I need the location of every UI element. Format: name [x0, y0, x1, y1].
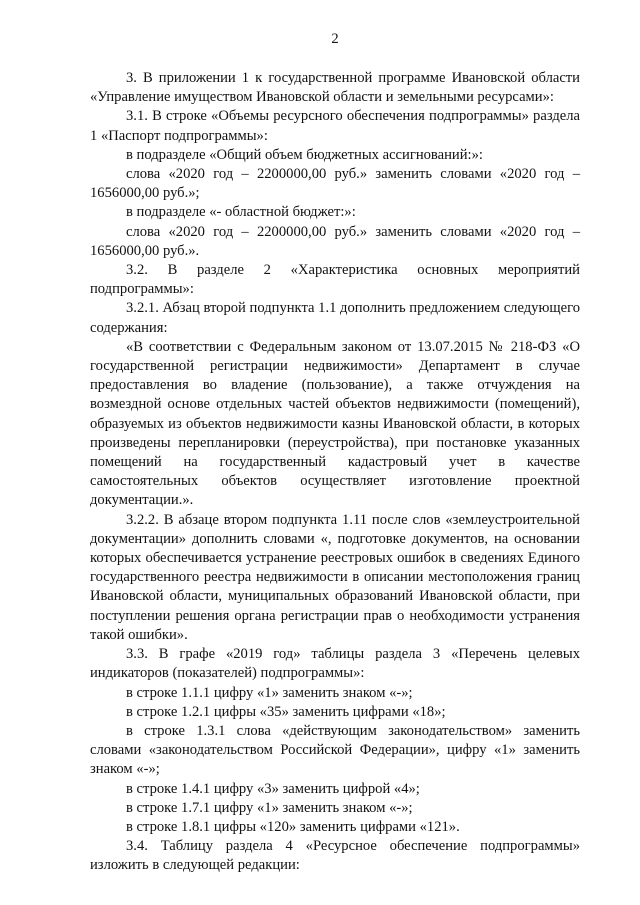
paragraph: слова «2020 год – 2200000,00 руб.» заменить словами «2020 год – 1656000,00 руб.»; [90, 166, 580, 202]
paragraph: 3.4. Таблицу раздела 4 «Ресурсное обеспечение подпрограммы» изложить в следующей редакции: [90, 838, 580, 874]
document-body [90, 69, 580, 876]
paragraph: «В соответствии с Федеральным законом от 13.07.2015 № 218-ФЗ «О государственной регистрации недвижимости» Департамент в случае предоставления во владение (пользование), а также отчуждения на возмездной основе отдельных частей объектов недвижимости (помещений), образуемых из объектов недвижимости казны Ивановской области, в которых произведены перепланировки (переустройства), при постановке указанных помещений на государственный кадастровый учет в качестве самостоятельных объектов осуществляет изготовление проектной документации.». [90, 338, 580, 509]
paragraph: в подразделе «Общий объем бюджетных ассигнований:»: [126, 146, 483, 163]
paragraph: в строке 1.7.1 цифру «1» заменить знаком «-»; [126, 799, 413, 816]
paragraph: 3.2.2. В абзаце втором подпункта 1.11 после слов «землеустроительной документации» дополнить словами «, подготовке документов, на основании которых обеспечивается устранение реестровых ошибок в сведениях Единого государственного реестра недвижимости в описании местоположения границ Ивановской области, муниципальных образований Ивановской области, при поступлении решения органа регистрации прав о необходимости устранения такой ошибки». [90, 511, 580, 643]
document-page [90, 30, 580, 876]
paragraph: слова «2020 год – 2200000,00 руб.» заменить словами «2020 год – 1656000,00 руб.». [90, 223, 580, 259]
paragraph: 3.1. В строке «Объемы ресурсного обеспечения подпрограммы» раздела 1 «Паспорт подпрограммы»: [90, 108, 580, 144]
paragraph: в подразделе «- областной бюджет:»: [126, 204, 356, 221]
paragraph: 3.2. В разделе 2 «Характеристика основных мероприятий подпрограммы»: [90, 262, 580, 298]
paragraph: в строке 1.1.1 цифру «1» заменить знаком «-»; [126, 684, 413, 701]
paragraph: в строке 1.2.1 цифры «35» заменить цифрами «18»; [126, 703, 446, 720]
paragraph: в строке 1.8.1 цифры «120» заменить цифрами «121». [126, 818, 460, 835]
paragraph: в строке 1.3.1 слова «действующим законодательством» заменить словами «законодательством Российской Федерации», цифру «1» заменить знаком «-»; [90, 722, 580, 778]
paragraph: в строке 1.4.1 цифру «3» заменить цифрой «4»; [126, 780, 420, 797]
page-number: 2 [331, 31, 339, 47]
paragraph: 3.2.1. Абзац второй подпункта 1.1 дополнить предложением следующего содержания: [90, 300, 580, 336]
paragraph: 3. В приложении 1 к государственной программе Ивановской области «Управление имуществом Ивановской области и земельными ресурсами»: [90, 70, 580, 106]
paragraph: 3.3. В графе «2019 год» таблицы раздела 3 «Перечень целевых индикаторов (показателей) подпрограммы»: [90, 646, 580, 682]
